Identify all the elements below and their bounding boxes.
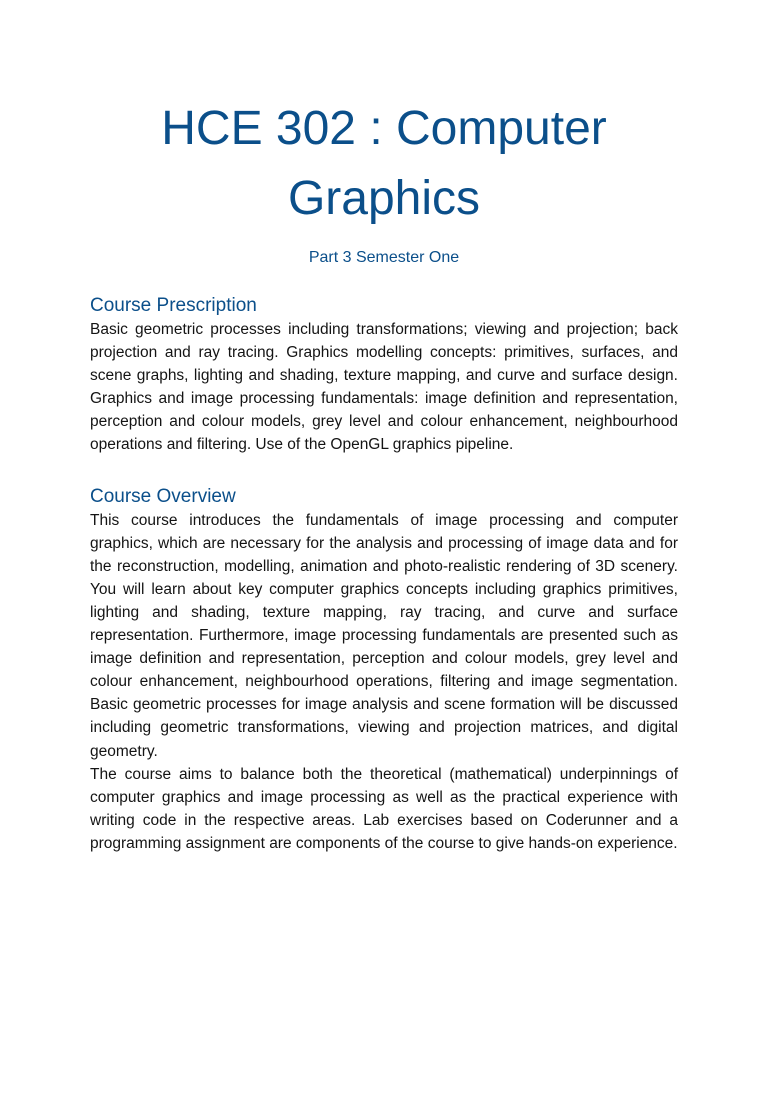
paragraph: The course aims to balance both the theoretical (mathematical) underpinnings of computer graphics and image processing as well as the practical experience with writing code in the respective areas. Lab exercises based on Coderunner and a programming assignment are components of the course to give hands-on experience. xyxy=(90,765,678,852)
section-heading: Course Prescription xyxy=(90,295,257,316)
document-title: HCE 302 : Computer Graphics xyxy=(161,102,607,225)
paragraph: Basic geometric processes including transformations; viewing and projection; back projection and ray tracing. Graphics modelling concepts: primitives, surfaces, and scene graphs, lighting and shading, texture mapping, and curve and surface design. Graphics and image processing fundamentals: image definition and representation, perception and colour models, grey level and colour enhancement, neighbourhood operations and filtering. Use of the OpenGL graphics pipeline. xyxy=(90,321,678,454)
section-course-overview xyxy=(90,485,678,855)
paragraph: This course introduces the fundamentals of image processing and computer graphics, which are necessary for the analysis and processing of image data and for the reconstruction, modelling, animation and photo-realistic rendering of 3D scenery. You will learn about key computer graphics concepts including graphics primitives, lighting and shading, texture mapping, ray tracing, and curve and surface representation. Furthermore, image processing fundamentals are presented such as image definition and representation, perception and colour models, grey level and colour enhancement, neighbourhood operations, filtering and image segmentation. Basic geometric processes for image analysis and scene formation will be discussed including geometric transformations, viewing and projection matrices, and digital geometry. xyxy=(90,511,678,760)
document-subtitle: Part 3 Semester One xyxy=(308,249,460,266)
section-course-prescription xyxy=(90,294,678,457)
document-page xyxy=(0,94,768,1118)
section-heading: Course Overview xyxy=(90,485,236,507)
